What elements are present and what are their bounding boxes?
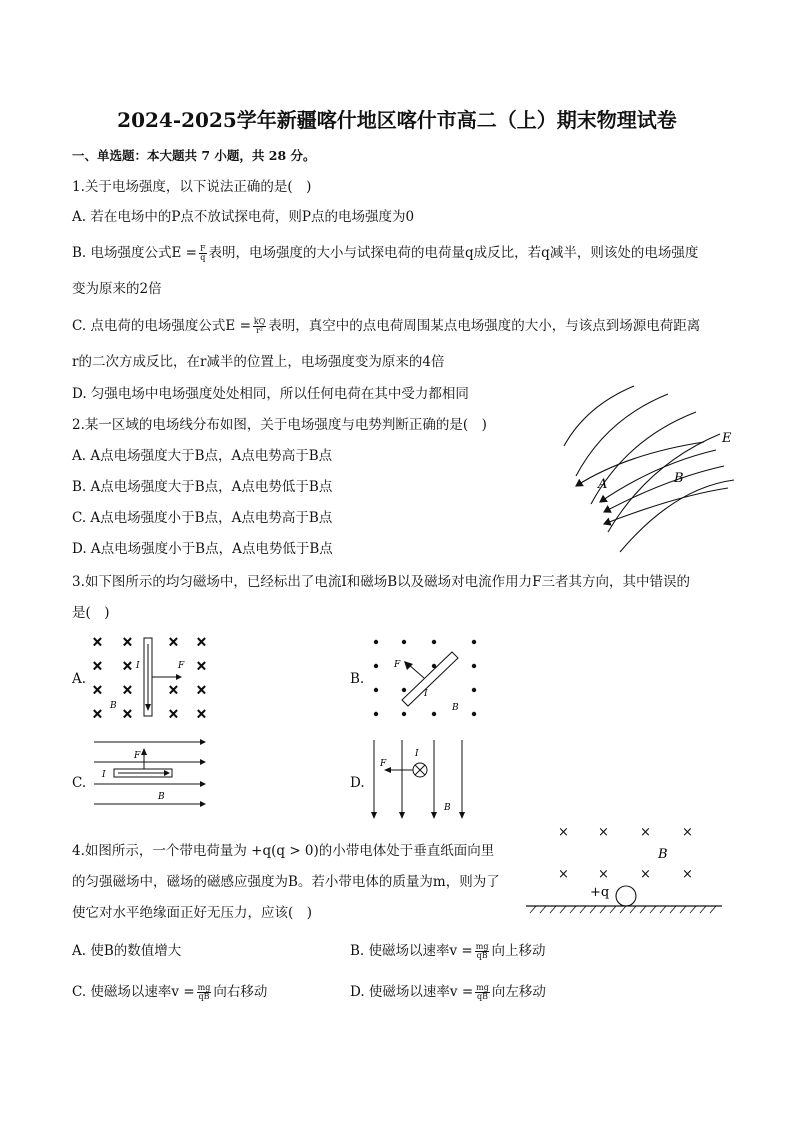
ground-hatching: [530, 906, 716, 913]
dot-out-of-page: [402, 712, 406, 716]
point-label-b: B: [674, 471, 684, 486]
q4-stem: 4.如图所示，一个带电荷量为 +q(q > 0)的小带电体处于垂直纸面向里: [72, 843, 495, 859]
fraction-numerator: F: [199, 244, 206, 253]
dot-out-of-page: [374, 664, 378, 668]
label-b: B: [452, 703, 459, 713]
q4-stem-cont-1: 的匀强磁场中，磁场的磁感应强度为B。若小带电体的质量为m，则为了: [72, 874, 500, 890]
charge-label: +q: [590, 885, 610, 900]
q1-option-c-text-2: 表明，真空中的点电荷周围某点电场强度的大小，与该点到场源电荷距离: [268, 318, 701, 334]
field-arrowhead: [399, 812, 405, 819]
dot-out-of-page: [402, 640, 406, 644]
cross-into-page: ×: [168, 635, 179, 650]
force-arrowhead: [141, 748, 147, 755]
cross-into-page: ×: [196, 683, 207, 698]
equipotential-arc: [620, 480, 734, 552]
label-i: I: [102, 770, 106, 780]
equipotential-arc: [608, 434, 720, 532]
fraction-denominator: q: [200, 253, 206, 262]
fraction-numerator: kQ: [253, 317, 266, 326]
q1-option-b-text-2: 表明，电场强度的大小与试探电荷的电荷量q成反比，若q减半，则该处的电场强度: [208, 245, 699, 261]
field-line: [576, 442, 704, 486]
q4-option-c-text: C. 使磁场以速率v =: [72, 984, 195, 1000]
field-arrowhead: [371, 812, 377, 819]
q4-option-d-fraction: [475, 984, 490, 1001]
q3-option-d-label: D.: [350, 775, 365, 791]
label-b: B: [110, 701, 117, 711]
q3-option-a-label: A.: [72, 671, 87, 687]
dot-out-of-page: [374, 688, 378, 692]
q4-option-c: [72, 983, 267, 1001]
q2-option-a: A. A点电场强度大于B点，A点电势高于B点: [72, 448, 333, 464]
q1-option-b-cont: 变为原来的2倍: [72, 281, 162, 297]
q1-option-a: A. 若在电场中的P点不放试探电荷，则P点的电场强度为0: [72, 209, 415, 225]
cross-into-page: ×: [92, 683, 103, 698]
force-arrowhead: [176, 674, 182, 680]
q2-option-c: C. A点电场强度小于B点，A点电势高于B点: [72, 510, 333, 526]
q2-option-d: D. A点电场强度小于B点，A点电势低于B点: [72, 541, 333, 557]
cross-into-page: ×: [168, 707, 179, 722]
section-header: 一、单选题：本大题共 7 小题，共 28 分。: [72, 148, 316, 163]
cross-into-page: ×: [682, 825, 693, 840]
q4-option-c-fraction: [197, 984, 212, 1001]
field-arrowhead: [431, 812, 437, 819]
q4-option-c-text-2: 向右移动: [213, 984, 268, 1000]
cross-into-page: ×: [196, 707, 207, 722]
cross-into-page: ×: [122, 683, 133, 698]
q1-option-c-fraction: [253, 318, 266, 335]
dot-out-of-page: [402, 688, 406, 692]
q3-diagram-c: [92, 736, 210, 812]
q2-stem: 2.某一区域的电场线分布如图，关于电场强度与电势判断正确的是( ): [72, 417, 487, 433]
q1-stem: 1.关于电场强度，以下说法正确的是( ): [72, 179, 312, 195]
q1-option-d: D. 匀强电场中电场强度处处相同，所以任何电荷在其中受力都相同: [72, 386, 469, 402]
field-arrowhead: [459, 812, 465, 819]
cross-into-page: ×: [558, 867, 569, 882]
cross-into-page: ×: [558, 825, 569, 840]
label-i: I: [136, 661, 140, 671]
cross-into-page: ×: [196, 659, 207, 674]
q1-option-c: [72, 317, 700, 335]
fraction-numerator: mg: [475, 942, 489, 951]
fraction-denominator: qB: [476, 951, 488, 960]
q1-option-b-text: B. 电场强度公式E =: [72, 245, 197, 261]
q3-diagram-d: [368, 736, 472, 822]
q4-option-d-text-2: 向左移动: [491, 984, 546, 1000]
q4-stem-cont-2: 使它对水平绝缘面正好无压力，应该( ): [72, 905, 313, 921]
q1-option-c-cont: r的二次方成反比，在r减半的位置上，电场强度变为原来的4倍: [72, 354, 445, 370]
field-arrowhead: [200, 759, 206, 765]
q4-option-d: [350, 983, 546, 1001]
field-label-b: B: [658, 847, 668, 862]
dot-out-of-page: [374, 712, 378, 716]
label-b: B: [444, 803, 451, 813]
dot-out-of-page: [432, 712, 436, 716]
fraction-denominator: qB: [477, 992, 489, 1001]
dot-out-of-page: [472, 712, 476, 716]
dot-out-of-page: [432, 640, 436, 644]
label-b: B: [158, 792, 165, 802]
dot-out-of-page: [374, 640, 378, 644]
charged-ball: [616, 886, 636, 906]
label-f: F: [134, 751, 141, 761]
cross-into-page: ×: [122, 659, 133, 674]
fraction-numerator: mg: [476, 983, 489, 992]
label-f: F: [380, 759, 387, 769]
q4-option-b-fraction: [475, 943, 490, 960]
q4-option-b: [350, 942, 545, 960]
cross-into-page: ×: [92, 659, 103, 674]
dot-out-of-page: [472, 640, 476, 644]
q4-option-b-text-2: 向上移动: [491, 943, 546, 959]
cross-into-page: ×: [122, 707, 133, 722]
q3-option-c-label: C.: [72, 775, 87, 791]
field-line: [604, 488, 728, 524]
dot-out-of-page: [472, 688, 476, 692]
q1-option-b-fraction: [199, 245, 207, 262]
q2-option-b: B. A点电场强度大于B点，A点电势低于B点: [72, 479, 333, 495]
cross-into-page: ×: [640, 867, 651, 882]
dot-out-of-page: [472, 664, 476, 668]
fraction-denominator: qB: [198, 992, 210, 1001]
point-label-a: A: [598, 477, 608, 492]
electric-field-diagram: [556, 384, 746, 556]
cross-into-page: ×: [598, 825, 609, 840]
label-f: F: [178, 661, 185, 671]
label-f: F: [394, 660, 401, 670]
field-label-e: E: [722, 431, 732, 446]
equipotential-arc: [576, 394, 668, 476]
fraction-denominator: r²: [256, 326, 264, 335]
q4-option-d-text: D. 使磁场以速率v =: [350, 984, 474, 1000]
label-i: I: [415, 749, 419, 759]
cross-into-page: ×: [92, 707, 103, 722]
cross-into-page: ×: [122, 635, 133, 650]
page-title: 2024-2025学年新疆喀什地区喀什市高二（上）期末物理试卷: [117, 108, 677, 132]
force-arrowhead: [404, 661, 413, 670]
field-arrowhead: [200, 739, 206, 745]
label-i: I: [424, 689, 428, 699]
q1-option-b: [72, 244, 698, 262]
q3-diagram-b: [366, 634, 486, 720]
fraction-numerator: mg: [197, 983, 211, 992]
cross-into-page: ×: [168, 683, 179, 698]
equipotential-arc: [564, 386, 634, 446]
magnetic-field-diagram: [526, 820, 726, 920]
q3-option-b-label: B.: [350, 671, 365, 687]
q4-option-b-text: B. 使磁场以速率v =: [350, 943, 473, 959]
field-arrowhead: [200, 781, 206, 787]
q3-stem-cont: 是( ): [72, 605, 110, 621]
q3-stem: 3.如下图所示的均匀磁场中，已经标出了电流I和磁场B以及磁场对电流作用力F三者其方向，其中错误的: [72, 574, 690, 590]
field-arrowhead: [200, 801, 206, 807]
q1-option-c-text: C. 点电荷的电场强度公式E =: [72, 318, 251, 334]
conductor-rod: [402, 652, 458, 706]
cross-into-page: ×: [598, 867, 609, 882]
field-line: [604, 466, 724, 512]
q3-diagram-a: [88, 634, 218, 720]
cross-into-page: ×: [92, 635, 103, 650]
cross-into-page: ×: [682, 867, 693, 882]
cross-into-page: ×: [196, 635, 207, 650]
cross-into-page: ×: [640, 825, 651, 840]
q4-option-a: A. 使B的数值增大: [72, 943, 182, 959]
